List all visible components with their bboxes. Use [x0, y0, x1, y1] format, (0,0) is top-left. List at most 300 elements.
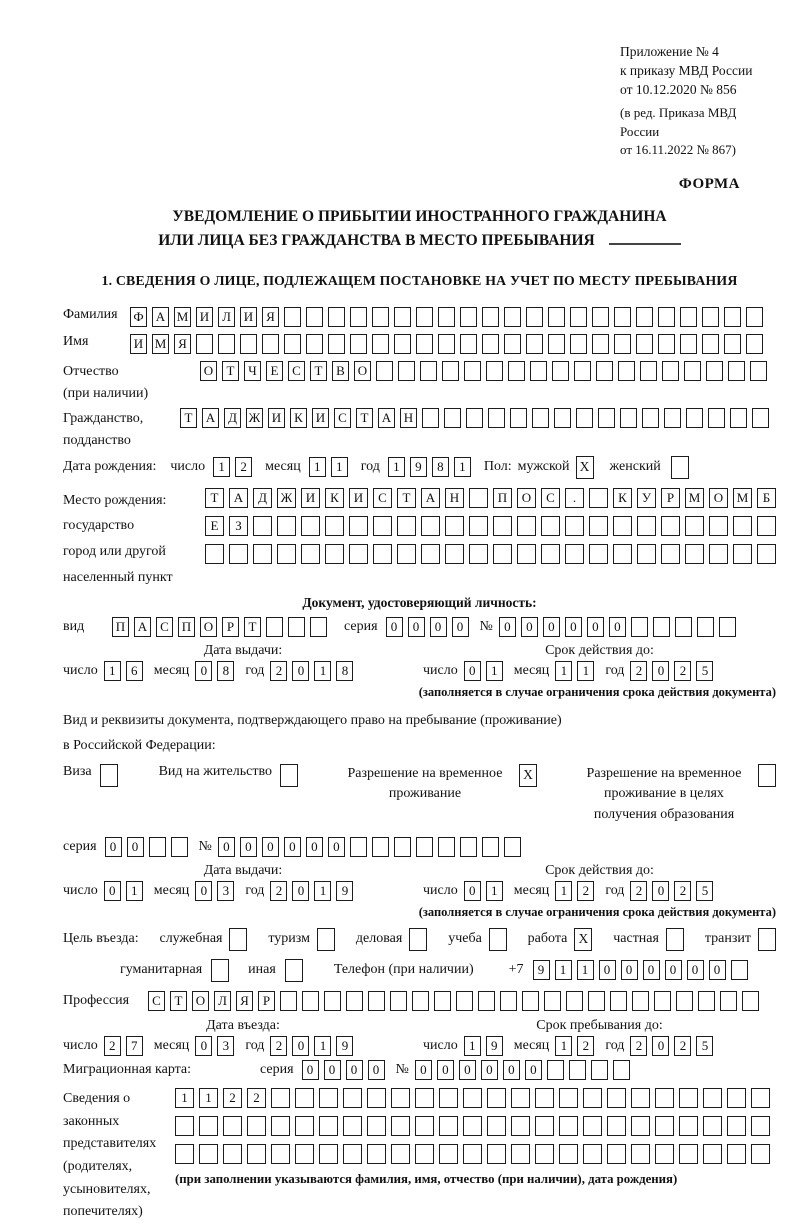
form-cell[interactable]: 0: [415, 1060, 432, 1080]
form-cell[interactable]: [703, 1116, 722, 1136]
form-cell[interactable]: [642, 408, 659, 428]
form-cell[interactable]: [460, 837, 477, 857]
form-cell[interactable]: В: [332, 361, 349, 381]
form-cell[interactable]: [719, 617, 736, 637]
form-cell[interactable]: [631, 617, 648, 637]
form-cell[interactable]: Е: [266, 361, 283, 381]
form-cell[interactable]: Л: [214, 991, 231, 1011]
form-cell[interactable]: [271, 1088, 290, 1108]
form-cell[interactable]: [685, 516, 704, 536]
form-cell[interactable]: С: [288, 361, 305, 381]
form-cell[interactable]: [583, 1088, 602, 1108]
form-cell[interactable]: [685, 544, 704, 564]
purpose-transit-checkbox[interactable]: [758, 928, 776, 951]
form-cell[interactable]: 2: [674, 661, 691, 681]
form-cell[interactable]: [613, 544, 632, 564]
form-cell[interactable]: У: [637, 488, 656, 508]
form-cell[interactable]: [684, 361, 701, 381]
form-cell[interactable]: [676, 991, 693, 1011]
form-cell[interactable]: [731, 960, 748, 980]
form-cell[interactable]: [727, 1144, 746, 1164]
form-cell[interactable]: [589, 488, 608, 508]
residence-permit-checkbox[interactable]: [280, 764, 298, 787]
form-cell[interactable]: Н: [400, 408, 417, 428]
form-cell[interactable]: 1: [314, 661, 331, 681]
form-cell[interactable]: 9: [336, 1036, 353, 1056]
form-cell[interactable]: 0: [105, 837, 122, 857]
form-cell[interactable]: М: [685, 488, 704, 508]
form-cell[interactable]: [284, 334, 301, 354]
form-cell[interactable]: 1: [104, 661, 121, 681]
form-cell[interactable]: [613, 1060, 630, 1080]
form-cell[interactable]: [306, 307, 323, 327]
form-cell[interactable]: [175, 1116, 194, 1136]
form-cell[interactable]: [397, 544, 416, 564]
form-cell[interactable]: [751, 1088, 770, 1108]
form-cell[interactable]: 9: [410, 457, 427, 477]
form-cell[interactable]: [463, 1144, 482, 1164]
form-cell[interactable]: [390, 991, 407, 1011]
form-cell[interactable]: Д: [253, 488, 272, 508]
form-cell[interactable]: [697, 617, 714, 637]
purpose-business-checkbox[interactable]: [409, 928, 427, 951]
form-cell[interactable]: [526, 334, 543, 354]
form-cell[interactable]: 2: [577, 881, 594, 901]
form-cell[interactable]: [504, 307, 521, 327]
form-cell[interactable]: [661, 544, 680, 564]
form-cell[interactable]: [218, 334, 235, 354]
form-cell[interactable]: [343, 1088, 362, 1108]
form-cell[interactable]: 0: [503, 1060, 520, 1080]
form-cell[interactable]: 2: [674, 1036, 691, 1056]
form-cell[interactable]: [631, 1088, 650, 1108]
form-cell[interactable]: К: [290, 408, 307, 428]
form-cell[interactable]: О: [354, 361, 371, 381]
form-cell[interactable]: [591, 1060, 608, 1080]
form-cell[interactable]: А: [202, 408, 219, 428]
form-cell[interactable]: 0: [292, 1036, 309, 1056]
form-cell[interactable]: Я: [236, 991, 253, 1011]
form-cell[interactable]: 0: [452, 617, 469, 637]
form-cell[interactable]: О: [200, 617, 217, 637]
form-cell[interactable]: 9: [336, 881, 353, 901]
form-cell[interactable]: 0: [599, 960, 616, 980]
form-cell[interactable]: [504, 837, 521, 857]
form-cell[interactable]: [301, 544, 320, 564]
form-cell[interactable]: Т: [310, 361, 327, 381]
form-cell[interactable]: [504, 334, 521, 354]
form-cell[interactable]: С: [334, 408, 351, 428]
temp-residence-education-checkbox[interactable]: [758, 764, 776, 787]
form-cell[interactable]: 9: [486, 1036, 503, 1056]
form-cell[interactable]: [522, 991, 539, 1011]
form-cell[interactable]: [373, 544, 392, 564]
form-cell[interactable]: [199, 1144, 218, 1164]
form-cell[interactable]: [319, 1088, 338, 1108]
form-cell[interactable]: [487, 1088, 506, 1108]
form-cell[interactable]: [607, 1144, 626, 1164]
form-cell[interactable]: С: [373, 488, 392, 508]
form-cell[interactable]: [421, 516, 440, 536]
form-cell[interactable]: 0: [621, 960, 638, 980]
form-cell[interactable]: [328, 334, 345, 354]
form-cell[interactable]: [664, 408, 681, 428]
form-cell[interactable]: 2: [577, 1036, 594, 1056]
form-cell[interactable]: [277, 516, 296, 536]
form-cell[interactable]: Т: [397, 488, 416, 508]
form-cell[interactable]: 3: [217, 1036, 234, 1056]
form-cell[interactable]: [655, 1088, 674, 1108]
form-cell[interactable]: 1: [314, 881, 331, 901]
form-cell[interactable]: [510, 408, 527, 428]
form-cell[interactable]: 0: [709, 960, 726, 980]
form-cell[interactable]: 7: [126, 1036, 143, 1056]
visa-checkbox[interactable]: [100, 764, 118, 787]
form-cell[interactable]: 0: [195, 1036, 212, 1056]
purpose-private-checkbox[interactable]: [666, 928, 684, 951]
form-cell[interactable]: [724, 307, 741, 327]
purpose-tourism-checkbox[interactable]: [317, 928, 335, 951]
form-cell[interactable]: М: [733, 488, 752, 508]
form-cell[interactable]: [703, 1144, 722, 1164]
form-cell[interactable]: И: [240, 307, 257, 327]
form-cell[interactable]: [398, 361, 415, 381]
form-cell[interactable]: 5: [696, 1036, 713, 1056]
form-cell[interactable]: [328, 307, 345, 327]
form-cell[interactable]: [319, 1116, 338, 1136]
form-cell[interactable]: [636, 334, 653, 354]
form-cell[interactable]: [610, 991, 627, 1011]
temp-residence-checkbox[interactable]: X: [519, 764, 537, 787]
form-cell[interactable]: [532, 408, 549, 428]
form-cell[interactable]: [679, 1144, 698, 1164]
form-cell[interactable]: К: [325, 488, 344, 508]
form-cell[interactable]: [482, 334, 499, 354]
form-cell[interactable]: [416, 837, 433, 857]
form-cell[interactable]: 2: [270, 661, 287, 681]
form-cell[interactable]: П: [178, 617, 195, 637]
form-cell[interactable]: [422, 408, 439, 428]
form-cell[interactable]: [205, 544, 224, 564]
form-cell[interactable]: А: [421, 488, 440, 508]
form-cell[interactable]: 1: [199, 1088, 218, 1108]
form-cell[interactable]: 0: [525, 1060, 542, 1080]
form-cell[interactable]: [631, 1116, 650, 1136]
form-cell[interactable]: [346, 991, 363, 1011]
purpose-other-checkbox[interactable]: [285, 959, 303, 982]
purpose-official-checkbox[interactable]: [229, 928, 247, 951]
form-cell[interactable]: [750, 361, 767, 381]
form-cell[interactable]: [463, 1088, 482, 1108]
form-cell[interactable]: С: [541, 488, 560, 508]
form-cell[interactable]: [372, 334, 389, 354]
form-cell[interactable]: 0: [324, 1060, 341, 1080]
form-cell[interactable]: [511, 1116, 530, 1136]
form-cell[interactable]: 2: [630, 1036, 647, 1056]
form-cell[interactable]: 1: [213, 457, 230, 477]
form-cell[interactable]: С: [148, 991, 165, 1011]
form-cell[interactable]: [570, 307, 587, 327]
form-cell[interactable]: [675, 617, 692, 637]
form-cell[interactable]: [632, 991, 649, 1011]
form-cell[interactable]: 2: [270, 881, 287, 901]
form-cell[interactable]: [349, 544, 368, 564]
form-cell[interactable]: 0: [687, 960, 704, 980]
form-cell[interactable]: [466, 408, 483, 428]
form-cell[interactable]: [757, 544, 776, 564]
form-cell[interactable]: 0: [437, 1060, 454, 1080]
form-cell[interactable]: О: [709, 488, 728, 508]
form-cell[interactable]: [372, 837, 389, 857]
form-cell[interactable]: А: [378, 408, 395, 428]
form-cell[interactable]: Т: [180, 408, 197, 428]
form-cell[interactable]: [757, 516, 776, 536]
form-cell[interactable]: [394, 307, 411, 327]
form-cell[interactable]: [438, 837, 455, 857]
form-cell[interactable]: [720, 991, 737, 1011]
form-cell[interactable]: [463, 1116, 482, 1136]
form-cell[interactable]: [306, 334, 323, 354]
form-cell[interactable]: [686, 408, 703, 428]
form-cell[interactable]: [171, 837, 188, 857]
form-cell[interactable]: 1: [486, 661, 503, 681]
form-cell[interactable]: [350, 334, 367, 354]
form-cell[interactable]: [583, 1144, 602, 1164]
form-cell[interactable]: [614, 307, 631, 327]
form-cell[interactable]: [469, 516, 488, 536]
form-cell[interactable]: [367, 1116, 386, 1136]
form-cell[interactable]: 1: [555, 1036, 572, 1056]
form-cell[interactable]: [295, 1144, 314, 1164]
form-cell[interactable]: [253, 544, 272, 564]
form-cell[interactable]: [412, 991, 429, 1011]
form-cell[interactable]: Р: [661, 488, 680, 508]
form-cell[interactable]: [702, 334, 719, 354]
form-cell[interactable]: 2: [630, 881, 647, 901]
form-cell[interactable]: [439, 1116, 458, 1136]
form-cell[interactable]: [544, 991, 561, 1011]
form-cell[interactable]: 0: [240, 837, 257, 857]
form-cell[interactable]: 0: [262, 837, 279, 857]
form-cell[interactable]: 6: [126, 661, 143, 681]
form-cell[interactable]: [592, 334, 609, 354]
form-cell[interactable]: [397, 516, 416, 536]
form-cell[interactable]: А: [152, 307, 169, 327]
form-cell[interactable]: [319, 1144, 338, 1164]
form-cell[interactable]: [554, 408, 571, 428]
form-cell[interactable]: 0: [652, 661, 669, 681]
form-cell[interactable]: [416, 307, 433, 327]
form-cell[interactable]: [368, 991, 385, 1011]
form-cell[interactable]: [559, 1116, 578, 1136]
form-cell[interactable]: [727, 1116, 746, 1136]
form-cell[interactable]: Е: [205, 516, 224, 536]
form-cell[interactable]: 0: [643, 960, 660, 980]
form-cell[interactable]: 1: [175, 1088, 194, 1108]
form-cell[interactable]: Б: [757, 488, 776, 508]
form-cell[interactable]: 0: [408, 617, 425, 637]
form-cell[interactable]: [559, 1144, 578, 1164]
form-cell[interactable]: [277, 544, 296, 564]
form-cell[interactable]: 1: [314, 1036, 331, 1056]
form-cell[interactable]: [394, 837, 411, 857]
form-cell[interactable]: [372, 307, 389, 327]
form-cell[interactable]: 5: [696, 661, 713, 681]
form-cell[interactable]: [566, 991, 583, 1011]
form-cell[interactable]: [703, 1088, 722, 1108]
form-cell[interactable]: И: [268, 408, 285, 428]
form-cell[interactable]: 0: [104, 881, 121, 901]
form-cell[interactable]: О: [200, 361, 217, 381]
form-cell[interactable]: 1: [555, 960, 572, 980]
form-cell[interactable]: [569, 1060, 586, 1080]
form-cell[interactable]: Р: [258, 991, 275, 1011]
form-cell[interactable]: [438, 307, 455, 327]
form-cell[interactable]: [702, 307, 719, 327]
form-cell[interactable]: [631, 1144, 650, 1164]
form-cell[interactable]: [247, 1116, 266, 1136]
form-cell[interactable]: [530, 361, 547, 381]
form-cell[interactable]: [444, 408, 461, 428]
form-cell[interactable]: [607, 1088, 626, 1108]
form-cell[interactable]: [698, 991, 715, 1011]
form-cell[interactable]: [653, 617, 670, 637]
form-cell[interactable]: [508, 361, 525, 381]
form-cell[interactable]: [614, 334, 631, 354]
form-cell[interactable]: [421, 544, 440, 564]
form-cell[interactable]: 1: [577, 661, 594, 681]
form-cell[interactable]: [511, 1144, 530, 1164]
form-cell[interactable]: [415, 1116, 434, 1136]
form-cell[interactable]: [574, 361, 591, 381]
sex-female-checkbox[interactable]: [671, 456, 689, 479]
form-cell[interactable]: К: [613, 488, 632, 508]
form-cell[interactable]: [640, 361, 657, 381]
form-cell[interactable]: [728, 361, 745, 381]
form-cell[interactable]: [552, 361, 569, 381]
form-cell[interactable]: Ф: [130, 307, 147, 327]
form-cell[interactable]: [247, 1144, 266, 1164]
form-cell[interactable]: 0: [386, 617, 403, 637]
form-cell[interactable]: [592, 307, 609, 327]
form-cell[interactable]: [655, 1116, 674, 1136]
form-cell[interactable]: [517, 544, 536, 564]
form-cell[interactable]: [229, 544, 248, 564]
form-cell[interactable]: Ч: [244, 361, 261, 381]
form-cell[interactable]: [493, 544, 512, 564]
form-cell[interactable]: [709, 516, 728, 536]
form-cell[interactable]: Т: [205, 488, 224, 508]
form-cell[interactable]: 8: [432, 457, 449, 477]
form-cell[interactable]: [576, 408, 593, 428]
form-cell[interactable]: [445, 516, 464, 536]
form-cell[interactable]: 0: [521, 617, 538, 637]
form-cell[interactable]: 0: [292, 661, 309, 681]
form-cell[interactable]: [661, 516, 680, 536]
form-cell[interactable]: [416, 334, 433, 354]
form-cell[interactable]: О: [192, 991, 209, 1011]
form-cell[interactable]: [350, 307, 367, 327]
form-cell[interactable]: [350, 837, 367, 857]
form-cell[interactable]: 0: [481, 1060, 498, 1080]
form-cell[interactable]: [464, 361, 481, 381]
form-cell[interactable]: 5: [696, 881, 713, 901]
form-cell[interactable]: [637, 544, 656, 564]
form-cell[interactable]: И: [196, 307, 213, 327]
form-cell[interactable]: 2: [247, 1088, 266, 1108]
form-cell[interactable]: [325, 544, 344, 564]
form-cell[interactable]: 0: [195, 881, 212, 901]
form-cell[interactable]: [295, 1088, 314, 1108]
form-cell[interactable]: [486, 361, 503, 381]
form-cell[interactable]: Т: [356, 408, 373, 428]
form-cell[interactable]: [733, 544, 752, 564]
form-cell[interactable]: А: [134, 617, 151, 637]
form-cell[interactable]: 8: [217, 661, 234, 681]
form-cell[interactable]: [266, 617, 283, 637]
form-cell[interactable]: [724, 334, 741, 354]
form-cell[interactable]: [500, 991, 517, 1011]
form-cell[interactable]: 0: [652, 1036, 669, 1056]
form-cell[interactable]: Т: [222, 361, 239, 381]
form-cell[interactable]: 0: [218, 837, 235, 857]
form-cell[interactable]: [149, 837, 166, 857]
form-cell[interactable]: [662, 361, 679, 381]
form-cell[interactable]: [493, 516, 512, 536]
form-cell[interactable]: М: [174, 307, 191, 327]
form-cell[interactable]: [434, 991, 451, 1011]
form-cell[interactable]: П: [493, 488, 512, 508]
form-cell[interactable]: И: [130, 334, 147, 354]
form-cell[interactable]: Н: [445, 488, 464, 508]
form-cell[interactable]: 2: [270, 1036, 287, 1056]
form-cell[interactable]: 0: [284, 837, 301, 857]
form-cell[interactable]: 1: [555, 661, 572, 681]
form-cell[interactable]: [415, 1144, 434, 1164]
form-cell[interactable]: .: [565, 488, 584, 508]
form-cell[interactable]: [727, 1088, 746, 1108]
form-cell[interactable]: [487, 1116, 506, 1136]
form-cell[interactable]: [636, 307, 653, 327]
form-cell[interactable]: 0: [652, 881, 669, 901]
form-cell[interactable]: 1: [126, 881, 143, 901]
form-cell[interactable]: [349, 516, 368, 536]
form-cell[interactable]: [709, 544, 728, 564]
form-cell[interactable]: [439, 1088, 458, 1108]
form-cell[interactable]: [415, 1088, 434, 1108]
form-cell[interactable]: [438, 334, 455, 354]
form-cell[interactable]: 0: [609, 617, 626, 637]
form-cell[interactable]: 0: [587, 617, 604, 637]
form-cell[interactable]: [391, 1144, 410, 1164]
form-cell[interactable]: 2: [235, 457, 252, 477]
form-cell[interactable]: [487, 1144, 506, 1164]
form-cell[interactable]: 9: [533, 960, 550, 980]
form-cell[interactable]: [565, 516, 584, 536]
form-cell[interactable]: П: [112, 617, 129, 637]
form-cell[interactable]: [654, 991, 671, 1011]
form-cell[interactable]: [658, 307, 675, 327]
form-cell[interactable]: [253, 516, 272, 536]
form-cell[interactable]: [223, 1116, 242, 1136]
form-cell[interactable]: [301, 516, 320, 536]
form-cell[interactable]: [420, 361, 437, 381]
form-cell[interactable]: 2: [674, 881, 691, 901]
form-cell[interactable]: А: [229, 488, 248, 508]
form-cell[interactable]: 0: [127, 837, 144, 857]
form-cell[interactable]: 1: [331, 457, 348, 477]
form-cell[interactable]: З: [229, 516, 248, 536]
